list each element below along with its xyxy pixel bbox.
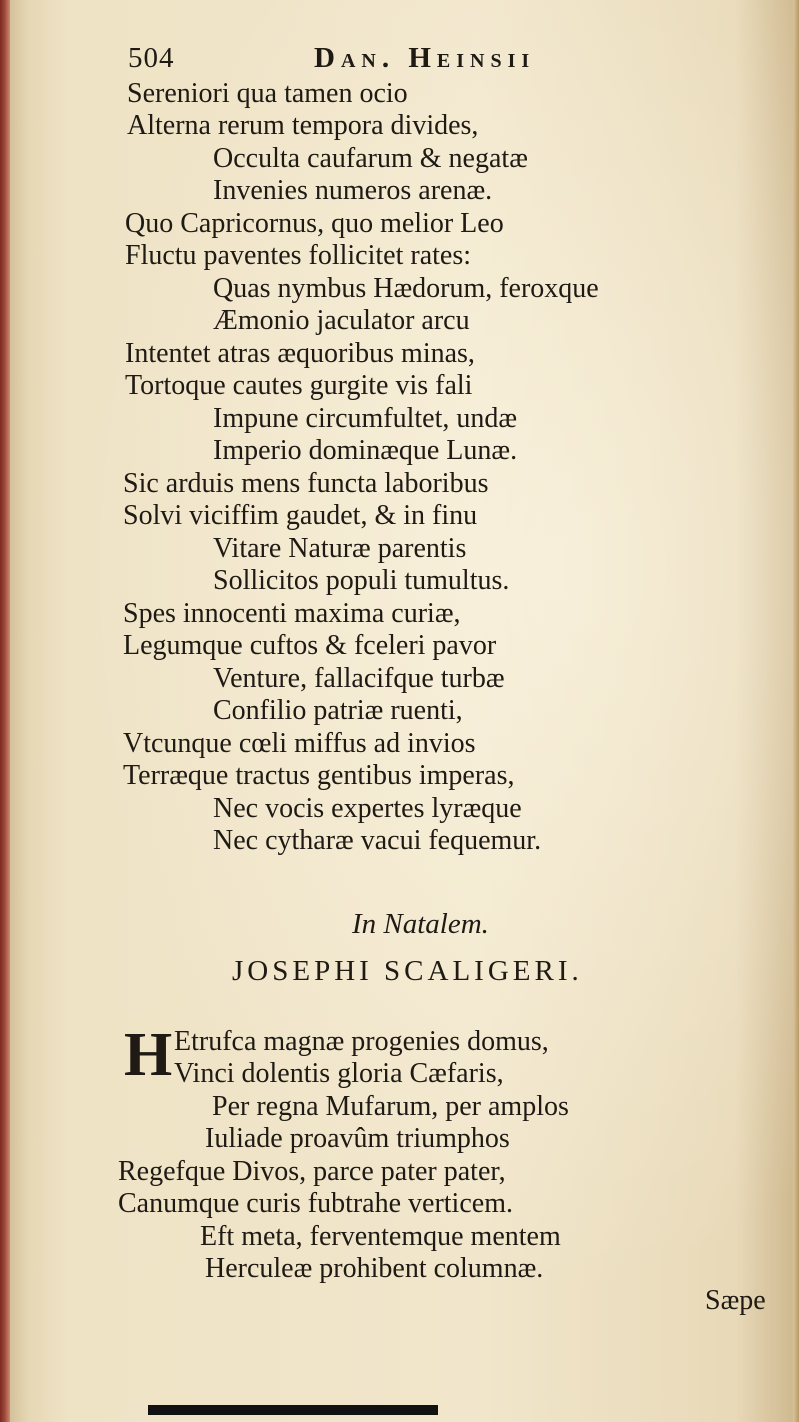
verse-line: Terræque tractus gentibus imperas, [123,760,515,791]
verse-line: Occulta caufarum & negatæ [213,143,528,174]
verse-line: Sollicitos populi tumultus. [213,565,510,596]
verse-line: Imperio dominæque Lunæ. [213,435,518,466]
verse-line: Confilio patriæ ruenti, [213,695,463,726]
verse-line: Intentet atras æquoribus minas, [125,338,475,369]
verse-line: Tortoque cautes gurgite vis fali [125,370,473,401]
page-binding-edge [0,0,10,1422]
page-right-edge [793,0,799,1422]
verse-line: Fluctu paventes follicitet rates: [125,240,472,271]
verse-line: Vinci dolentis gloria Cæfaris, [174,1058,504,1089]
verse-line: Solvi viciffim gaudet, & in finu [123,500,478,531]
verse-line: Quo Capricornus, quo melior Leo [125,208,504,239]
drop-cap: H [124,1021,173,1089]
verse-line: Herculeæ prohibent columnæ. [205,1253,544,1284]
verse-line: Vtcunque cœli miffus ad invios [123,728,476,759]
verse-line: Iuliade proavûm triumphos [205,1123,510,1154]
verse-line: Spes innocenti maxima curiæ, [123,598,461,629]
verse-line: Impune circumfultet, undæ [213,403,518,434]
verse-line: Regefque Divos, parce pater pater, [118,1156,506,1187]
verse-line: Eft meta, ferventemque mentem [200,1221,561,1252]
verse-line: Invenies numeros arenæ. [213,175,493,206]
bottom-ink-rule [148,1405,438,1415]
verse-line: Legumque cuftos & fceleri pavor [123,630,497,661]
verse-line: Sereniori qua tamen ocio [127,78,408,109]
verse-line: Venture, fallacifque turbæ [213,663,505,694]
verse-line: Nec cytharæ vacui fequemur. [213,825,542,856]
verse-line: Etrufca magnæ progenies domus, [174,1026,549,1057]
verse-line: Nec vocis expertes lyræque [213,793,522,824]
verse-line: Quas nymbus Hædorum, feroxque [213,273,599,304]
verse-line: Per regna Mufarum, per amplos [212,1091,569,1122]
poem-heading-italic: In Natalem. [352,908,489,940]
verse-line: Sic arduis mens functa laboribus [123,468,489,499]
verse-line: Æmonio jaculator arcu [213,305,470,336]
poem-heading-caps: JOSEPHI SCALIGERI. [232,955,583,987]
catchword: Sæpe [705,1285,766,1316]
page-header [128,42,588,82]
verse-line: Vitare Naturæ parentis [213,533,467,564]
running-title: Dan. Heinsii [314,42,536,74]
verse-line: Alterna rerum tempora divides, [127,110,479,141]
page-number: 504 [128,42,175,74]
verse-line: Canumque curis fubtrahe verticem. [118,1188,513,1219]
